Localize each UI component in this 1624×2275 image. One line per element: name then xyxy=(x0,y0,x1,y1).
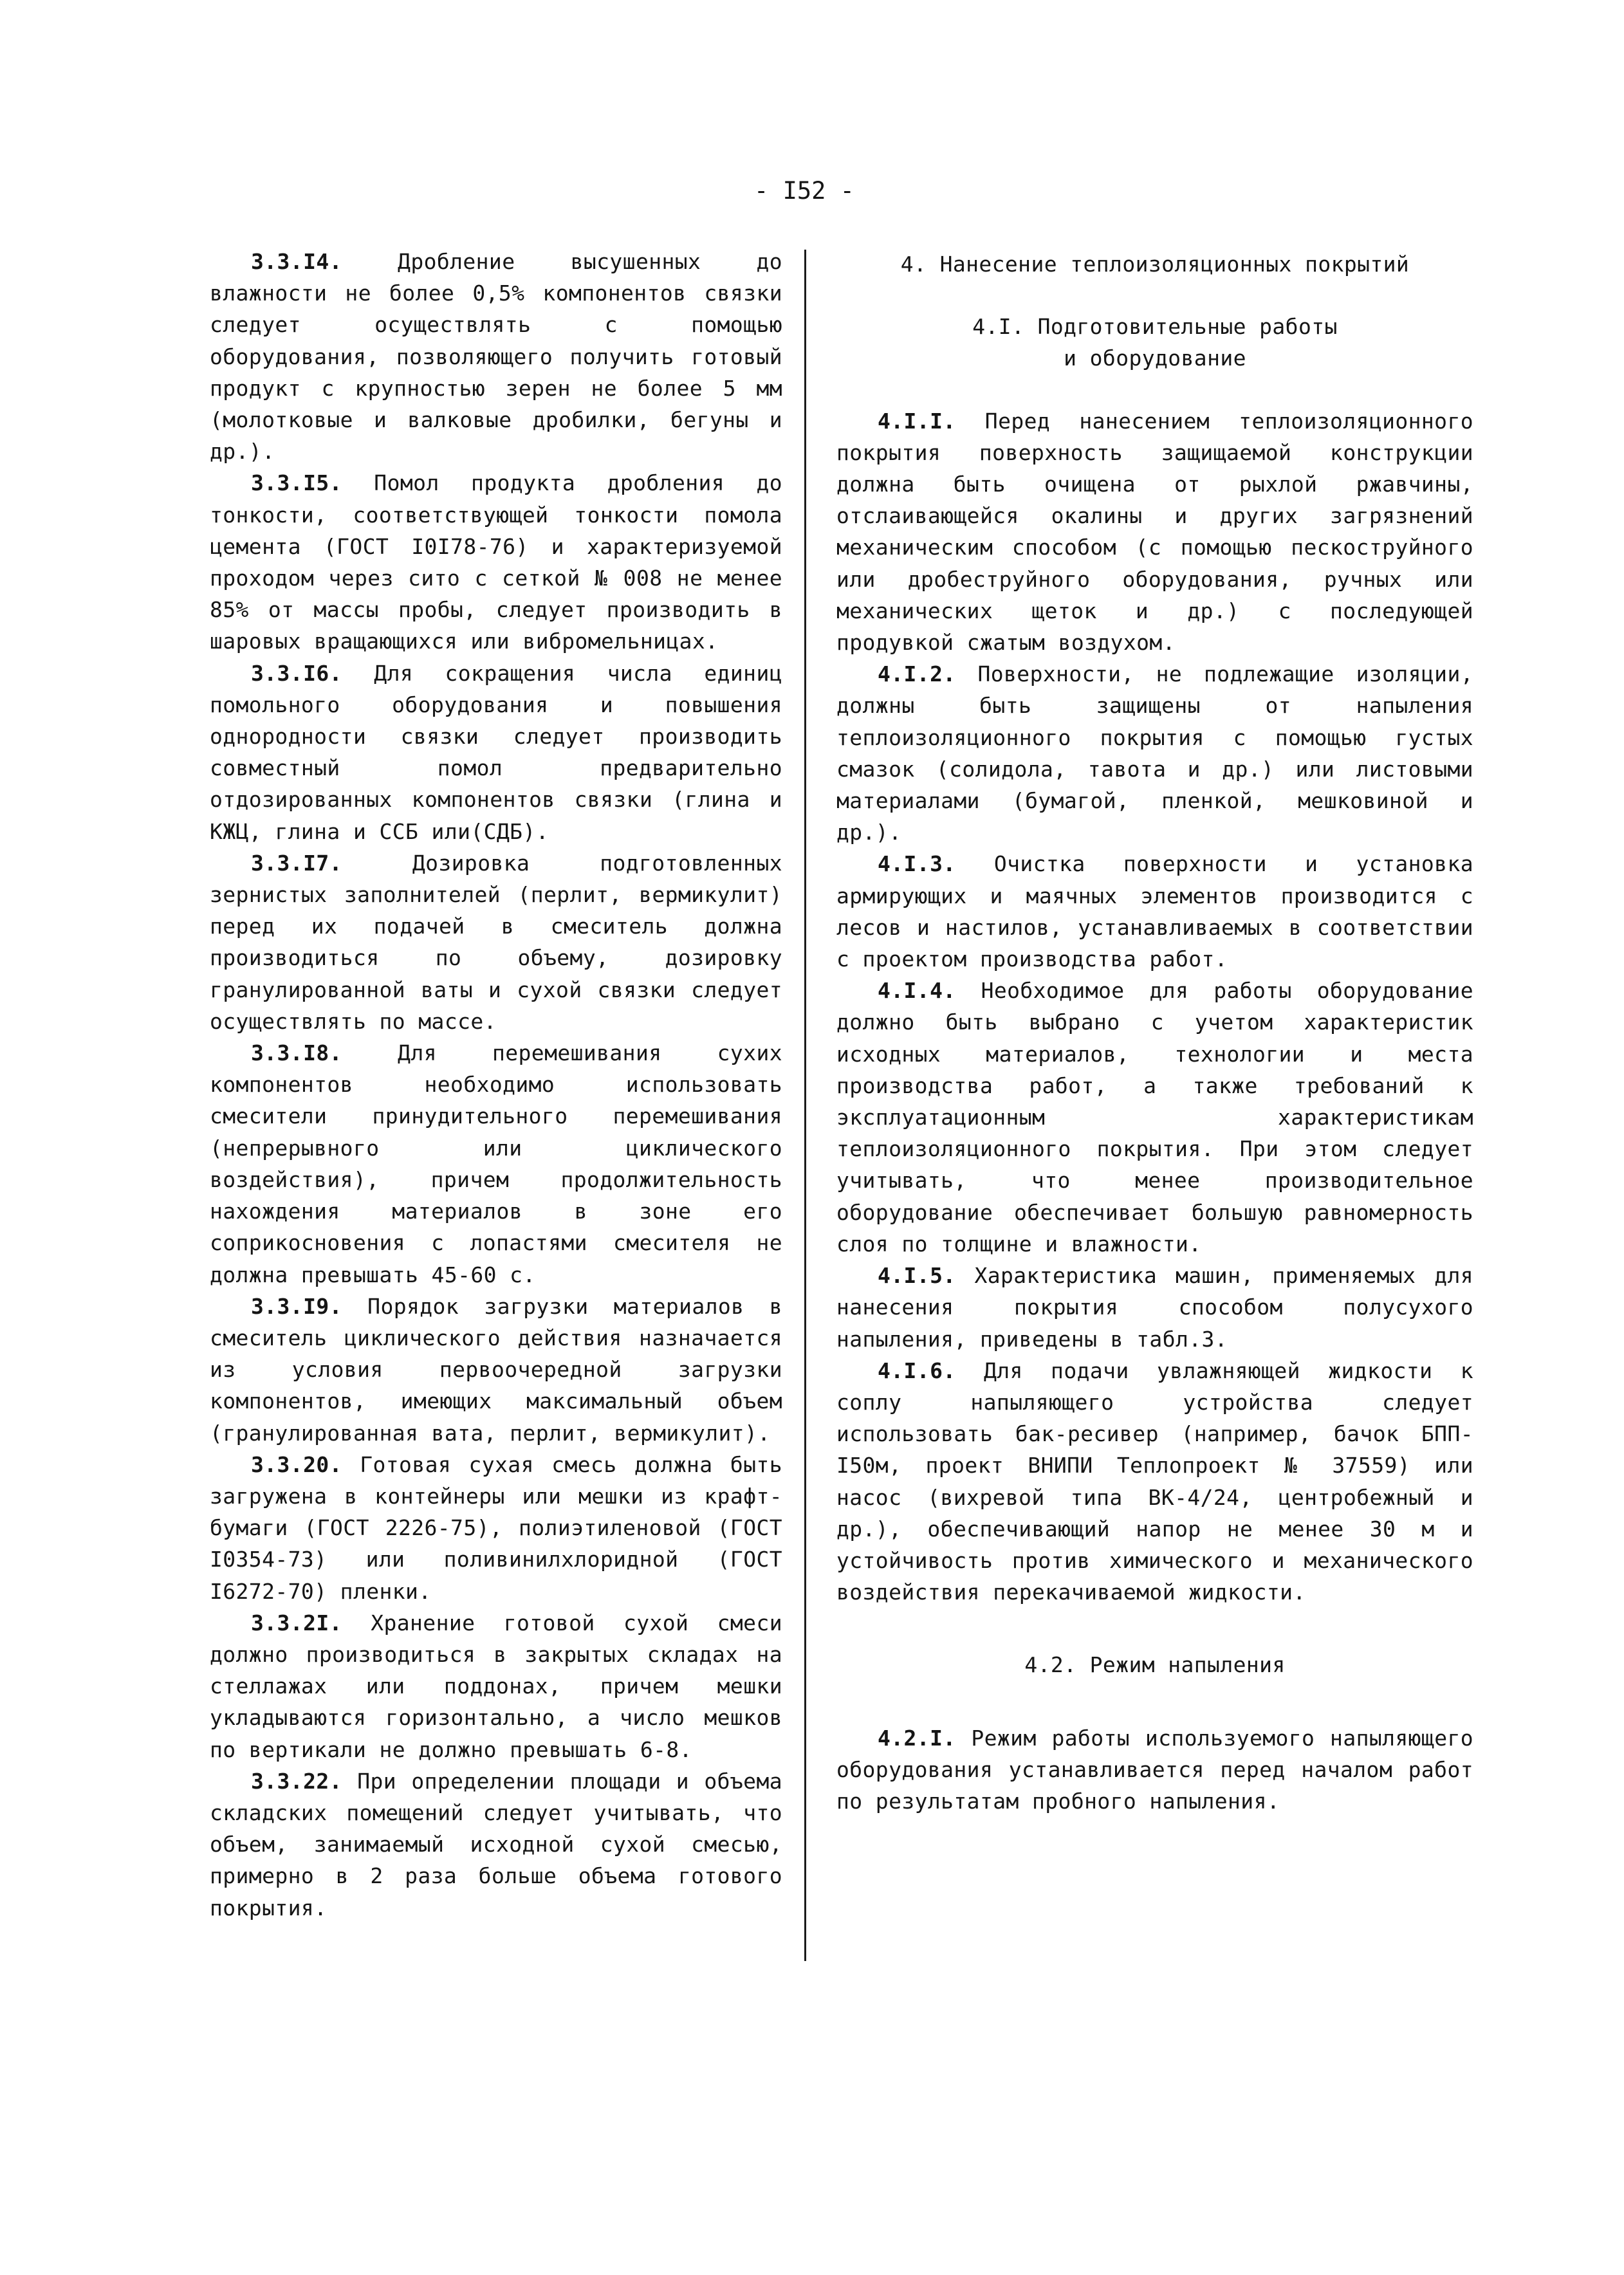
paragraph-number: 3.3.I6. xyxy=(251,660,342,686)
paragraph-text: Поверхности, не подлежащие изоляции, должны быть защищены от напыления теплоизоляционного покрытия с помощью густых смазок (солидола, тавота и др.) или листовыми материалами (бумагой, пленкой, мешковиной и др.). xyxy=(836,661,1473,845)
paragraph-number: 4.I.I. xyxy=(878,408,956,434)
paragraph-number: 4.I.3. xyxy=(878,851,956,877)
spacer xyxy=(836,374,1473,405)
paragraph-4-1-5 xyxy=(836,1260,1473,1355)
page-number: - I52 - xyxy=(754,177,854,205)
column-divider xyxy=(804,250,806,1961)
paragraph-3-3-19 xyxy=(210,1291,782,1449)
paragraph-text: Необходимое для работы оборудование должно быть выбрано с учетом характеристик исходных материалов, технологии и места производства работ, а также требований к эксплуатационным характеристикам теплоизоляционного покрытия. При этом следует учитывать, что менее производительное оборудование обеспечивает большую равномерность слоя по толщине и влажности. xyxy=(836,978,1473,1257)
paragraph-text: Дробление высушенных до влажности не более 0,5% компонентов связки следует осуществлять с помощью оборудования, позволяющего получить готовый продукт с крупностью зерен не более 5 мм (молотковые и валковые дробилки, бегуны и др.). xyxy=(210,249,782,465)
paragraph-3-3-20 xyxy=(210,1449,782,1607)
paragraph-4-1-6 xyxy=(836,1355,1473,1608)
paragraph-text: Дозировка подготовленных зернистых заполнителей (перлит, вермикулит) перед их подачей в смеситель должна производиться по объему, дозировку гранулированной ваты и сухой связки следует осуществлять по массе. xyxy=(210,850,782,1034)
paragraph-text: Характеристика машин, применяемых для нанесения покрытия способом полусухого напыления, приведены в табл.3. xyxy=(836,1263,1473,1352)
paragraph-text: Очистка поверхности и установка армирующих и маячных элементов производится с лесов и настилов, устанавливаемых в соответствии с проектом производства работ. xyxy=(836,851,1473,972)
paragraph-number: 3.3.2I. xyxy=(251,1610,342,1635)
paragraph-number: 3.3.I9. xyxy=(251,1293,342,1319)
paragraph-text: Перед нанесением теплоизоляционного покрытия поверхность защищаемой конструкции должна быть очищена от рыхлой ржавчины, отслаивающейся окалины и других загрязнений механическим способом (с помощью пескоструйного или дробеструйного оборудования, ручных или механических щеток и др.) с последующей продувкой сжатым воздухом. xyxy=(836,408,1473,656)
subsection-title-line-1: 4.I. Подготовительные работы xyxy=(972,314,1338,340)
paragraph-3-3-21 xyxy=(210,1607,782,1765)
paragraph-4-1-3 xyxy=(836,848,1473,975)
left-column xyxy=(210,246,782,1924)
subsection-title-4-2: 4.2. Режим напыления xyxy=(1024,1652,1286,1678)
paragraph-number: 3.3.22. xyxy=(251,1768,342,1794)
paragraph-4-2-1 xyxy=(836,1722,1473,1818)
paragraph-number: 4.I.4. xyxy=(878,978,956,1004)
paragraph-3-3-18 xyxy=(210,1037,782,1291)
spacer xyxy=(836,1608,1473,1649)
spacer xyxy=(836,280,1473,311)
paragraph-4-1-1 xyxy=(836,405,1473,659)
paragraph-text: Помол продукта дробления до тонкости, соответствующей тонкости помола цемента (ГОСТ I0I78-76) и характеризуемой проходом через сито с сеткой № 008 не менее 85% от массы пробы, следует производить в шаровых вращающихся или вибромельницах. xyxy=(210,470,782,654)
paragraph-3-3-22 xyxy=(210,1765,782,1924)
paragraph-text: Для перемешивания сухих компонентов необходимо использовать смесители принудительного перемешивания (непрерывного или циклического воздействия), причем продолжительность нахождения материалов в зоне его соприкосновения с лопастями смесителя не должна превышать 45-60 с. xyxy=(210,1040,782,1287)
paragraph-text: Режим работы используемого напыляющего оборудования устанавливается перед началом работ по результатам пробного напыления. xyxy=(836,1725,1473,1814)
paragraph-number: 3.3.I4. xyxy=(251,249,342,274)
paragraph-text: Для подачи увлажняющей жидкости к соплу напыляющего устройства следует использовать бак-ресивер (например, бачок БПП-I50м, проект ВНИПИ Теплопроект № 37559) или насос (вихревой типа ВК-4/24, центробежный и др.), обеспечивающий напор не менее 30 м и устойчивость против химического и механического воздействия перекачиваемой жидкости. xyxy=(836,1358,1473,1605)
right-column xyxy=(836,248,1473,1817)
paragraph-number: 4.I.5. xyxy=(878,1263,956,1289)
paragraph-text: Порядок загрузки материалов в смеситель циклического действия назначается из условия первоочередной загрузки компонентов, имеющих максимальный объем (гранулированная вата, перлит, вермикулит). xyxy=(210,1293,782,1446)
paragraph-3-3-15 xyxy=(210,467,782,657)
paragraph-number: 4.I.6. xyxy=(878,1358,956,1383)
paragraph-3-3-17 xyxy=(210,847,782,1037)
paragraph-number: 3.3.I7. xyxy=(251,850,342,876)
paragraph-number: 3.3.I8. xyxy=(251,1040,342,1066)
paragraph-3-3-16 xyxy=(210,658,782,847)
paragraph-text: Готовая сухая смесь должна быть загружена в контейнеры или мешки из крафт-бумаги (ГОСТ 2226-75), полиэтиленовой (ГОСТ I0354-73) или поливинилхлоридной (ГОСТ I6272-70) пленки. xyxy=(210,1451,782,1604)
subsection-title-line-2: и оборудование xyxy=(1064,345,1246,371)
paragraph-number: 4.I.2. xyxy=(878,661,956,687)
paragraph-3-3-14 xyxy=(210,246,782,467)
paragraph-number: 3.3.I5. xyxy=(251,470,342,496)
spacer xyxy=(836,1681,1473,1722)
paragraph-4-1-2 xyxy=(836,658,1473,848)
paragraph-text: Для сокращения числа единиц помольного оборудования и повышения однородности связки следует производить совместный помол предварительно отдозированных компонентов связки (глина и КЖЦ, глина и ССБ или(СДБ). xyxy=(210,660,782,844)
section-title: 4. Нанесение теплоизоляционных покрытий xyxy=(900,252,1410,277)
paragraph-number: 3.3.20. xyxy=(251,1451,342,1477)
paragraph-text: Хранение готовой сухой смеси должно производиться в закрытых складах на стеллажах или поддонах, причем мешки укладываются горизонтально, а число мешков по вертикали не должно превышать 6-8. xyxy=(210,1610,782,1762)
paragraph-4-1-4 xyxy=(836,975,1473,1260)
paragraph-text: При определении площади и объема складских помещений следует учитывать, что объем, занимаемый исходной сухой смесью, примерно в 2 раза больше объема готового покрытия. xyxy=(210,1768,782,1920)
paragraph-number: 4.2.I. xyxy=(878,1725,956,1751)
